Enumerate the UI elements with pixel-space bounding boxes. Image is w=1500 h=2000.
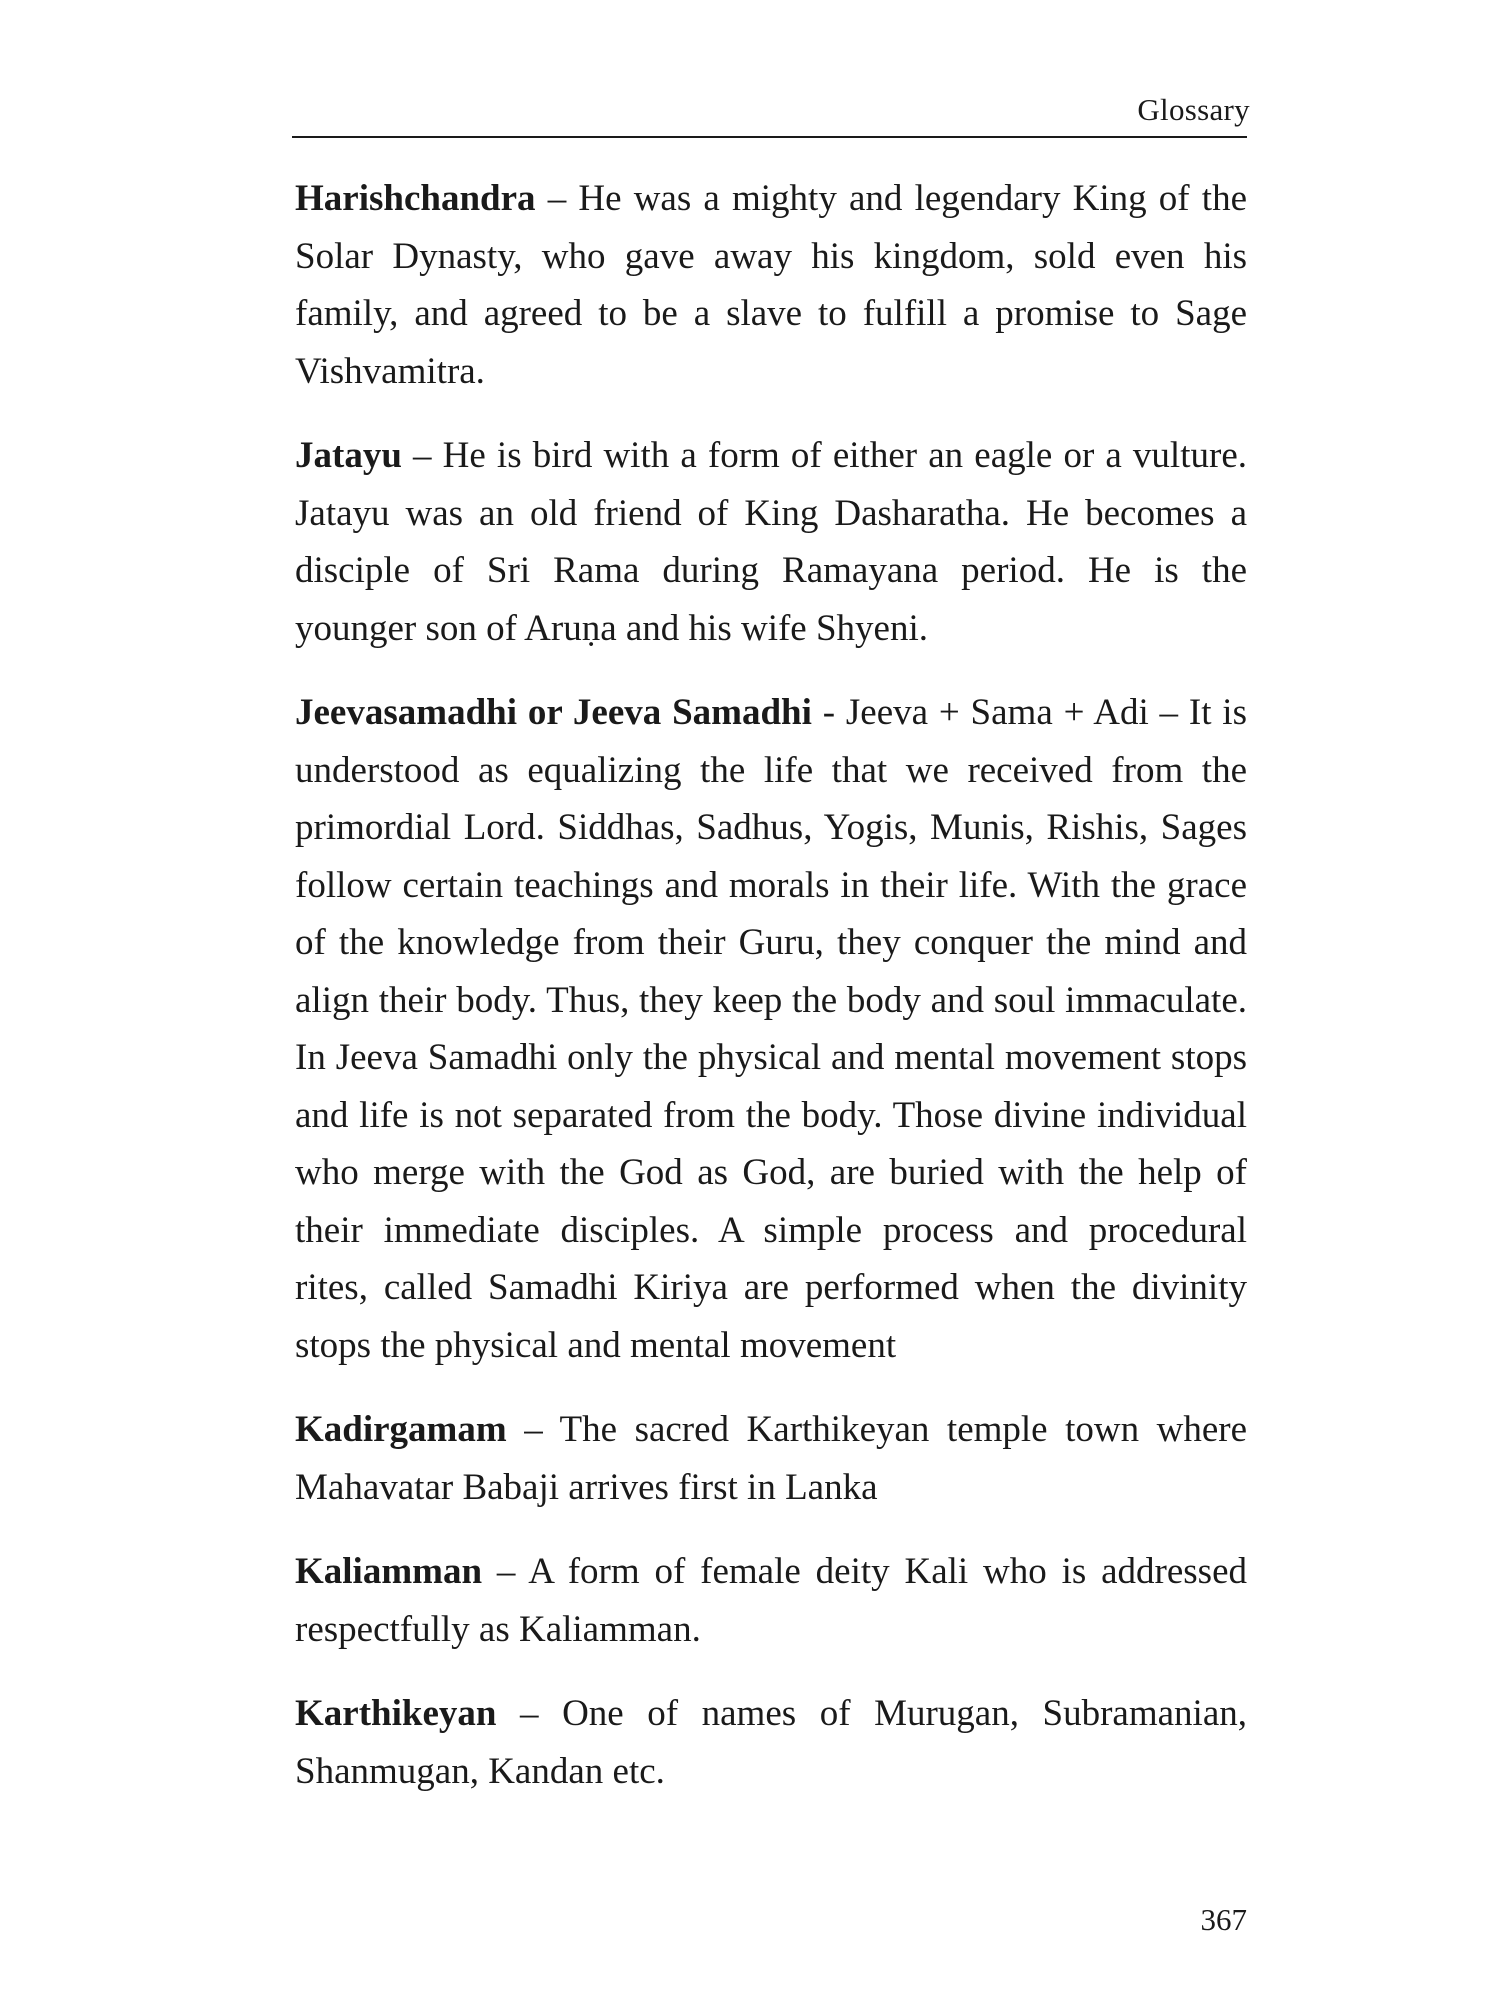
- glossary-entry: [295, 1401, 1247, 1516]
- header-rule: [292, 136, 1247, 138]
- glossary-term: Jatayu: [295, 435, 402, 476]
- glossary-term: Kaliamman: [295, 1551, 483, 1592]
- glossary-entry: [295, 684, 1247, 1374]
- glossary-definition: – One of names of Murugan, Subramanian, Shanmugan, Kandan etc.: [295, 1693, 1247, 1792]
- glossary-body: [295, 170, 1247, 1827]
- glossary-entry: [295, 170, 1247, 400]
- glossary-term: Jeevasamadhi or Jeeva Samadhi: [295, 692, 812, 733]
- glossary-term: Kadirgamam: [295, 1409, 507, 1450]
- glossary-definition: – A form of female deity Kali who is addressed respectfully as Kaliamman.: [295, 1551, 1247, 1650]
- running-header: Glossary: [1137, 92, 1250, 127]
- glossary-definition: - Jeeva + Sama + Adi – It is understood as equalizing the life that we received from the primordial Lord. Siddhas, Sadhus, Yogis, Munis, Rishis, Sages follow certain teachings and morals in their life. With the grace of the knowledge from their Guru, they conquer the mind and align their body. Thus, they keep the body and soul immaculate. In Jeeva Samadhi only the physical and mental movement stops and life is not separated from the body. Those divine individual who merge with the God as God, are buried with the help of their immediate disciples. A simple process and procedural rites, called Samadhi Kiriya are performed when the divinity stops the physical and mental movement: [295, 692, 1247, 1366]
- glossary-entry: [295, 427, 1247, 657]
- glossary-term: Harishchandra: [295, 178, 536, 219]
- glossary-term: Karthikeyan: [295, 1693, 497, 1734]
- glossary-entry: [295, 1543, 1247, 1658]
- glossary-definition: – The sacred Karthikeyan temple town where Mahavatar Babaji arrives first in Lanka: [295, 1409, 1247, 1508]
- glossary-definition: – He is bird with a form of either an eagle or a vulture. Jatayu was an old friend of King Dasharatha. He becomes a disciple of Sri Rama during Ramayana period. He is the younger son of Aruṇa and his wife Shyeni.: [295, 435, 1247, 649]
- glossary-entry: [295, 1685, 1247, 1800]
- page-number: 367: [1200, 1902, 1247, 1937]
- glossary-definition: – He was a mighty and legendary King of the Solar Dynasty, who gave away his kingdom, sold even his family, and agreed to be a slave to fulfill a promise to Sage Vishvamitra.: [295, 178, 1247, 392]
